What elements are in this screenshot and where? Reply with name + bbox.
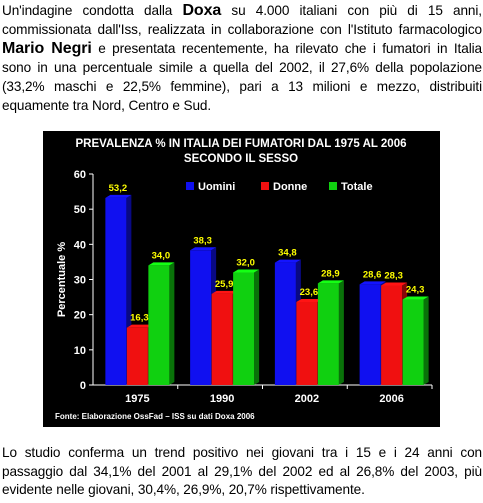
- chart-title-line-1: PREVALENZA % IN ITALIA DEI FUMATORI DAL 1975 AL 2006: [75, 138, 407, 150]
- data-label: 38,3: [193, 235, 212, 247]
- data-label: 28,6: [362, 269, 382, 281]
- bar-donne-2006: [381, 285, 402, 385]
- y-tick-label: 40: [73, 239, 86, 252]
- x-tick-label: 2002: [294, 393, 320, 405]
- data-label: 32,0: [236, 257, 255, 269]
- bar-uomini-1990: [190, 250, 211, 385]
- data-label: 16,3: [130, 312, 149, 324]
- intro-paragraph: [2, 1, 482, 115]
- bar-donne-1975: [127, 328, 148, 385]
- data-label: 25,9: [214, 278, 234, 290]
- intro-text-3: e presentata recentemente, ha rilevato che i fumatori in Italia sono in una percentuale simile a quella del 2002, il 27,6% della popolazione (33,2% maschi e 22,5% femmine), pari a 13 milioni e mezzo, distribuiti equamente tra Nord, Centro e Sud.: [2, 41, 482, 113]
- chart-source-note: Fonte: Elaborazione OssFad – ISS su dati Doxa 2006: [55, 412, 255, 421]
- bar-totale-2006: [403, 300, 424, 385]
- bar-side: [339, 280, 344, 385]
- legend-label-donne: Donne: [273, 181, 308, 193]
- bar-uomini-2006: [360, 284, 381, 385]
- chart-title-line-2: SECONDO IL SESSO: [183, 153, 299, 165]
- bar-totale-1975: [148, 265, 169, 385]
- data-label: 24,3: [405, 284, 425, 296]
- y-tick-label: 10: [73, 344, 86, 357]
- y-tick-label: 50: [73, 204, 86, 217]
- data-label: 34,0: [151, 250, 171, 262]
- smoking-prevalence-chart: [43, 131, 440, 427]
- data-label: 34,8: [278, 247, 297, 259]
- bar-totale-1990: [233, 272, 254, 385]
- data-label: 23,6: [299, 287, 319, 299]
- legend-swatch-donne: [261, 182, 269, 190]
- data-label: 28,9: [321, 268, 340, 280]
- y-tick-label: 0: [79, 380, 86, 392]
- bar-uomini-2002: [275, 263, 296, 385]
- legend-swatch-uomini: [186, 182, 194, 190]
- y-tick-label: 30: [73, 274, 86, 287]
- y-tick-label: 60: [73, 169, 86, 181]
- data-label: 53,2: [108, 182, 128, 194]
- intro-bold-doxa: Doxa: [182, 2, 222, 19]
- legend-swatch-totale: [329, 182, 337, 190]
- intro-text-2: su 4.000 italiani con più di 15 anni, commissionata dall'Iss, realizzata in collaborazione con l'Istituto farmacologico: [2, 3, 482, 37]
- bar-side: [169, 262, 174, 385]
- bar-side: [254, 269, 259, 385]
- bar-uomini-1975: [105, 198, 126, 385]
- outro-paragraph: Lo studio conferma un trend positivo nei giovani tra i 15 e i 24 anni con passaggio dal 34,1% del 2001 al 29,1% del 2002 ed al 26,8% del 2003, più evidente nelle giovani, 30,4%, 26,9%, 20,7% rispettivamente.: [2, 445, 482, 497]
- bar-totale-2002: [318, 283, 339, 385]
- y-axis-label: Percentuale %: [56, 241, 68, 318]
- bar-donne-2002: [296, 302, 317, 385]
- y-tick-label: 20: [73, 309, 86, 322]
- x-tick-label: 2006: [379, 393, 404, 405]
- data-label: 28,3: [384, 270, 403, 282]
- x-tick-label: 1990: [209, 393, 235, 405]
- bar-side: [424, 297, 429, 385]
- legend-label-totale: Totale: [341, 181, 373, 193]
- x-tick-label: 1975: [125, 393, 150, 405]
- intro-text-1: Un'indagine condotta dalla: [2, 3, 183, 18]
- intro-bold-mario-negri: Mario Negri: [2, 40, 92, 57]
- bar-donne-1990: [212, 294, 233, 385]
- legend-label-uomini: Uomini: [198, 181, 236, 193]
- chart-canvas: [43, 131, 440, 427]
